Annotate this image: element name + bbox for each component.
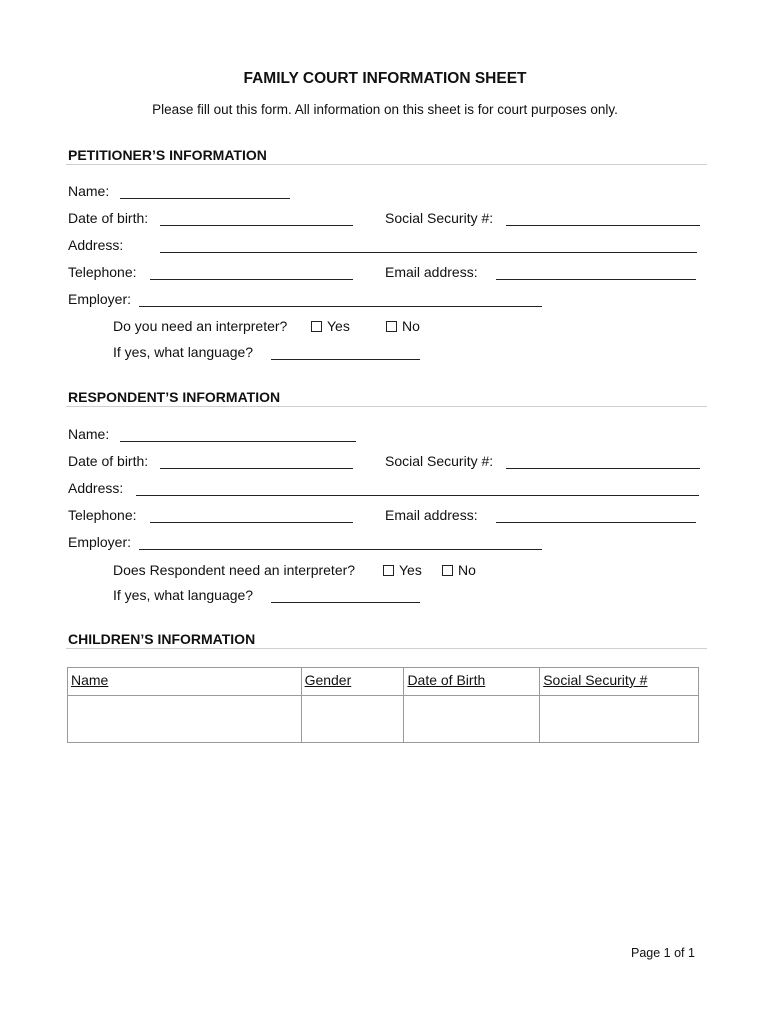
petitioner-heading: PETITIONER’S INFORMATION (68, 147, 267, 163)
petitioner-ssn-field[interactable] (506, 225, 700, 226)
checkbox-icon[interactable] (386, 321, 397, 332)
section-divider (66, 164, 707, 165)
respondent-heading: RESPONDENT’S INFORMATION (68, 389, 281, 405)
page-subtitle: Please fill out this form. All information on this sheet is for court purposes only. (152, 102, 618, 117)
respondent-interpreter-question: Does Respondent need an interpreter? (113, 562, 356, 578)
table-row (68, 696, 699, 743)
respondent-ssn-label: Social Security #: (385, 453, 494, 469)
petitioner-employer-field[interactable] (139, 306, 542, 307)
respondent-language-label: If yes, what language? (113, 587, 254, 603)
petitioner-interpreter-yes[interactable] (311, 318, 350, 334)
respondent-telephone-label: Telephone: (68, 507, 137, 523)
column-header-date-of-birth: Date of Birth (404, 668, 540, 696)
respondent-employer-field[interactable] (139, 549, 542, 550)
respondent-address-label: Address: (68, 480, 124, 496)
respondent-email-field[interactable] (496, 522, 696, 523)
checkbox-icon[interactable] (442, 565, 453, 576)
respondent-telephone-field[interactable] (150, 522, 353, 523)
petitioner-dob-field[interactable] (160, 225, 353, 226)
respondent-name-label: Name: (68, 426, 110, 442)
petitioner-language-label: If yes, what language? (113, 344, 254, 360)
column-header-gender: Gender (301, 668, 404, 696)
child-ssn-cell[interactable] (540, 696, 699, 743)
column-header-name: Name (68, 668, 302, 696)
respondent-employer-label: Employer: (68, 534, 132, 550)
petitioner-telephone-label: Telephone: (68, 264, 137, 280)
respondent-interpreter-no[interactable] (442, 562, 476, 578)
child-dob-cell[interactable] (404, 696, 540, 743)
children-table (67, 667, 699, 743)
petitioner-ssn-label: Social Security #: (385, 210, 494, 226)
child-gender-cell[interactable] (301, 696, 404, 743)
checkbox-icon[interactable] (383, 565, 394, 576)
yes-label: Yes (399, 562, 422, 578)
petitioner-interpreter-no[interactable] (386, 318, 420, 334)
no-label: No (402, 318, 420, 334)
petitioner-language-field[interactable] (271, 359, 420, 360)
petitioner-address-label: Address: (68, 237, 124, 253)
petitioner-name-field[interactable] (120, 198, 290, 199)
respondent-interpreter-yes[interactable] (383, 562, 422, 578)
no-label: No (458, 562, 476, 578)
child-name-cell[interactable] (68, 696, 302, 743)
column-header-social-security: Social Security # (540, 668, 699, 696)
respondent-ssn-field[interactable] (506, 468, 700, 469)
petitioner-employer-label: Employer: (68, 291, 132, 307)
yes-label: Yes (327, 318, 350, 334)
respondent-name-field[interactable] (120, 441, 356, 442)
respondent-email-label: Email address: (385, 507, 478, 523)
checkbox-icon[interactable] (311, 321, 322, 332)
children-heading: CHILDREN’S INFORMATION (68, 631, 256, 647)
respondent-dob-label: Date of birth: (68, 453, 149, 469)
petitioner-interpreter-question: Do you need an interpreter? (113, 318, 288, 334)
table-header-row (68, 668, 699, 696)
petitioner-email-field[interactable] (496, 279, 696, 280)
page-number: Page 1 of 1 (631, 946, 695, 960)
respondent-address-field[interactable] (136, 495, 699, 496)
section-divider (66, 406, 707, 407)
petitioner-email-label: Email address: (385, 264, 478, 280)
petitioner-name-label: Name: (68, 183, 110, 199)
section-divider (66, 648, 707, 649)
petitioner-dob-label: Date of birth: (68, 210, 149, 226)
respondent-language-field[interactable] (271, 602, 420, 603)
petitioner-address-field[interactable] (160, 252, 697, 253)
respondent-dob-field[interactable] (160, 468, 353, 469)
petitioner-telephone-field[interactable] (150, 279, 353, 280)
page-title: FAMILY COURT INFORMATION SHEET (243, 70, 527, 87)
